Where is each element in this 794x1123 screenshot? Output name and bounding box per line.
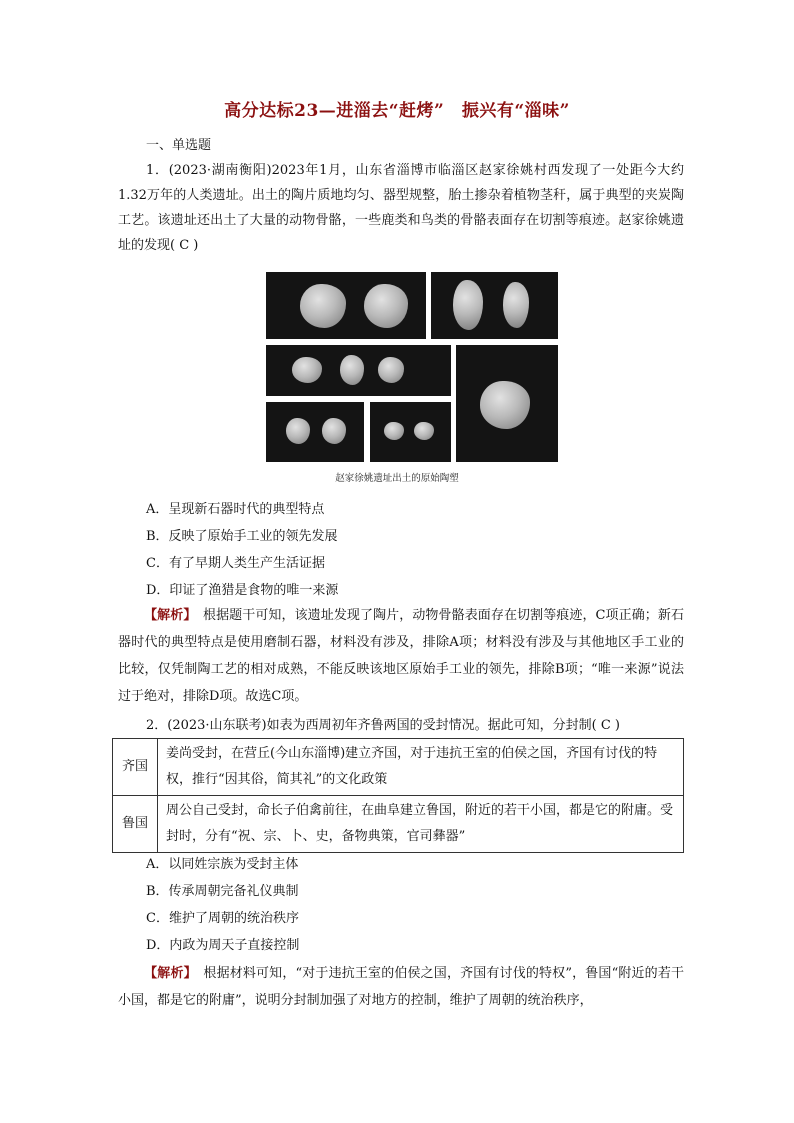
q1-option-c: C．有了早期人类生产生活证据 xyxy=(146,556,325,571)
q2-option-d: D．内政为周天子直接控制 xyxy=(146,938,300,953)
pottery-figure xyxy=(266,272,558,462)
q2-option-c: C．维护了周朝的统治秩序 xyxy=(146,911,299,926)
analysis-tag: 【解析】 xyxy=(144,966,191,981)
section-heading: 一、单选题 xyxy=(146,138,212,153)
q1-analysis-text: 根据题干可知，该遗址发现了陶片，动物骨骼表面存在切割等痕迹，C项正确；新石器时代的典型特点是使用磨制石器，材料没有涉及，排除A项；材料没有涉及与其他地区手工业的比较，仅凭制陶工艺的相对成熟，不能反映该地区原始手工业的领先，排除B项；“唯一来源”说法过于绝对，排除D项。故选C项。 xyxy=(118,608,684,704)
q2-analysis xyxy=(118,960,684,1014)
q1-option-b: B．反映了原始手工业的领先发展 xyxy=(146,529,338,544)
table-row xyxy=(113,739,684,796)
fief-table xyxy=(112,738,684,853)
analysis-tag: 【解析】 xyxy=(144,608,190,623)
table-cell-text: 周公自己受封，命长子伯禽前往，在曲阜建立鲁国，附近的若干小国，都是它的附庸。受封时，分有“祝、宗、卜、史，备物典策，官司彝器” xyxy=(158,796,684,853)
question-2-stem: 2．(2023·山东联考)如表为西周初年齐鲁两国的受封情况。据此可知，分封制( C ) xyxy=(146,718,620,733)
table-row xyxy=(113,796,684,853)
q2-analysis-text: 根据材料可知，“对于违抗王室的伯侯之国，齐国有讨伐的特权”，鲁国“附近的若干小国，都是它的附庸”，说明分封制加强了对地方的控制，维护了周朝的统治秩序， xyxy=(118,966,684,1008)
page-title: 高分达标23—进淄去“赶烤” 振兴有“淄味” xyxy=(224,101,570,121)
table-cell-state: 齐国 xyxy=(113,739,158,796)
photo-panel-6 xyxy=(370,402,451,462)
q1-analysis xyxy=(118,602,684,710)
photo-panel-1 xyxy=(266,272,426,339)
q1-option-d: D．印证了渔猎是食物的唯一来源 xyxy=(146,583,339,598)
question-1-stem: 1．(2023·湖南衡阳)2023年1月，山东省淄博市临淄区赵家徐姚村西发现了一处距今大约1.32万年的人类遗址。出土的陶片质地均匀、器型规整，胎土掺杂着植物茎秆，属于典型的夹炭陶工艺。该遗址还出土了大量的动物骨骼，一些鹿类和鸟类的骨骼表面存在切割等痕迹。赵家徐姚遗址的发现( C ) xyxy=(118,163,684,253)
table-cell-state: 鲁国 xyxy=(113,796,158,853)
photo-panel-4 xyxy=(456,345,558,462)
photo-panel-5 xyxy=(266,402,364,462)
photo-panel-3 xyxy=(266,345,451,396)
figure-caption: 赵家徐姚遗址出土的原始陶塑 xyxy=(335,473,459,484)
q1-option-a: A．呈现新石器时代的典型特点 xyxy=(146,502,325,517)
table-cell-text: 姜尚受封，在营丘(今山东淄博)建立齐国，对于违抗王室的伯侯之国，齐国有讨伐的特权，推行“因其俗，简其礼”的文化政策 xyxy=(158,739,684,796)
photo-panel-2 xyxy=(431,272,558,339)
q2-option-a: A．以同姓宗族为受封主体 xyxy=(146,857,299,872)
q2-option-b: B．传承周朝完备礼仪典制 xyxy=(146,884,299,899)
